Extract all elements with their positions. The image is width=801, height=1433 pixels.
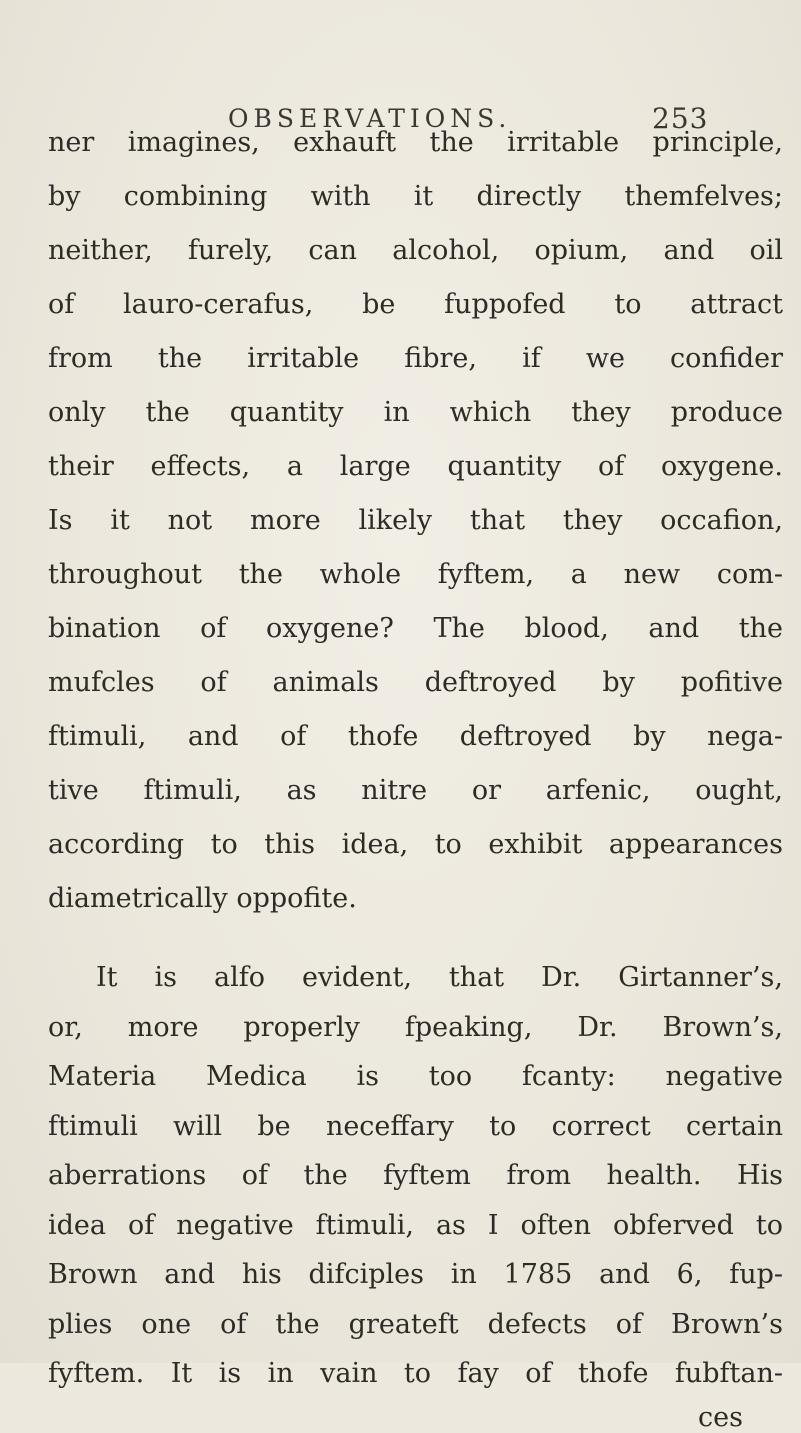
text-line: tive ftimuli, as nitre or arfenic, ought,: [48, 775, 783, 806]
running-head: OBSERVATIONS.: [228, 104, 512, 133]
text-line: bination of oxygene? The blood, and the: [48, 613, 783, 644]
text-line: fyftem. It is in vain to fay of thofe fubftan-: [48, 1358, 783, 1389]
text-line: Brown and his difciples in 1785 and 6, fup-: [48, 1259, 783, 1290]
text-line: aberrations of the fyftem from health. His: [48, 1160, 783, 1191]
text-line: mufcles of animals deftroyed by pofitive: [48, 667, 783, 698]
text-line: according to this idea, to exhibit appearances: [48, 829, 783, 860]
catchword: ces: [698, 1401, 743, 1433]
text-line: or, more properly fpeaking, Dr. Brown’s,: [48, 1011, 783, 1043]
text-line: their effects, a large quantity of oxygene.: [48, 451, 783, 482]
text-line: neither, furely, can alcohol, opium, and oil: [48, 235, 783, 266]
page-number: 253: [652, 102, 709, 135]
text-line: only the quantity in which they produce: [48, 397, 783, 428]
text-line: by combining with it directly themfelves;: [48, 181, 783, 212]
text-line: ner imagines, exhauft the irritable principle,: [48, 127, 783, 158]
text-line: diametrically oppofite.: [48, 883, 357, 914]
text-line: Is it not more likely that they occafion,: [48, 505, 783, 536]
text-line: from the irritable fibre, if we confider: [48, 343, 783, 374]
text-line: throughout the whole fyftem, a new com-: [48, 559, 783, 590]
text-line: ftimuli, and of thofe deftroyed by nega-: [48, 721, 783, 752]
text-line: It is alfo evident, that Dr. Girtanner’s,: [96, 962, 783, 993]
text-line: ftimuli will be neceffary to correct certain: [48, 1110, 783, 1142]
text-line: Materia Medica is too fcanty: negative: [48, 1061, 783, 1092]
text-line: plies one of the greateft defects of Brown’s: [48, 1308, 783, 1340]
text-line: idea of negative ftimuli, as I often obferved to: [48, 1209, 783, 1241]
text-line: of lauro-cerafus, be fuppofed to attract: [48, 289, 783, 320]
